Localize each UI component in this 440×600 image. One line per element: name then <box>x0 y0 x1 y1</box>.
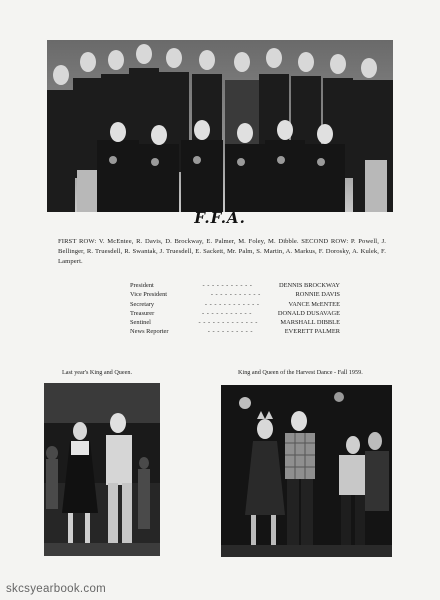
officer-name: DONALD DUSAVAGE <box>277 309 340 317</box>
officer-name: MARSHALL DIBBLE <box>280 319 340 327</box>
group-photo-image <box>47 40 393 212</box>
officer-role: Treasurer <box>130 309 155 317</box>
harvest-dance-image <box>221 385 392 557</box>
officer-name: VANCE McENTEE <box>288 300 340 308</box>
last-year-king-queen-photo <box>44 383 160 556</box>
officer-leader-dots: - - - - - - - - - - <box>207 328 253 336</box>
officer-role: Sentinel <box>130 319 151 327</box>
officer-row <box>130 290 340 299</box>
officer-list <box>130 281 340 337</box>
officer-leader-dots: - - - - - - - - - - - <box>202 309 252 317</box>
officer-role: Vice President <box>130 291 168 299</box>
member-names: FIRST ROW: V. McEntee, R. Davis, D. Brockway, E. Palmer, M. Foley, M. Dibble. SECOND ROW: P. Powell, J. Bellinger, R. Truesdell, R. Swantak, J. Truesdell, E. Sackett, Mr. Palm, S. Martin, A. Markus, F. Dorosky, A. Kulek, F. Lampert. <box>58 238 386 265</box>
officer-leader-dots: - - - - - - - - - - - - <box>204 300 260 308</box>
site-watermark: skcsyearbook.com <box>6 583 107 595</box>
officer-role: Secretary <box>130 300 155 308</box>
officer-name: DENNIS BROCKWAY <box>278 282 340 289</box>
officer-leader-dots: - - - - - - - - - - - - - <box>198 319 258 327</box>
officer-role: President <box>130 282 154 289</box>
king-queen-image <box>44 383 160 556</box>
club-title: F.F.A. <box>194 209 246 227</box>
officer-role: News Reporter <box>130 328 169 336</box>
left-photo-label: Last year's King and Queen. <box>62 369 133 376</box>
officer-name: EVERETT PALMER <box>284 328 340 336</box>
officer-leader-dots: - - - - - - - - - - - <box>202 282 253 289</box>
officer-leader-dots: - - - - - - - - - - - <box>210 291 261 299</box>
ffa-group-photo <box>47 40 393 212</box>
member-caption <box>58 237 386 267</box>
harvest-dance-photo <box>221 385 392 557</box>
right-photo-label: King and Queen of the Harvest Dance - Fall 1959. <box>238 369 363 376</box>
officer-row <box>130 309 340 318</box>
officer-row <box>130 300 340 309</box>
officer-row <box>130 327 340 336</box>
officer-name: RONNIE DAVIS <box>295 291 340 299</box>
officer-row <box>130 281 340 290</box>
officer-row <box>130 318 340 327</box>
